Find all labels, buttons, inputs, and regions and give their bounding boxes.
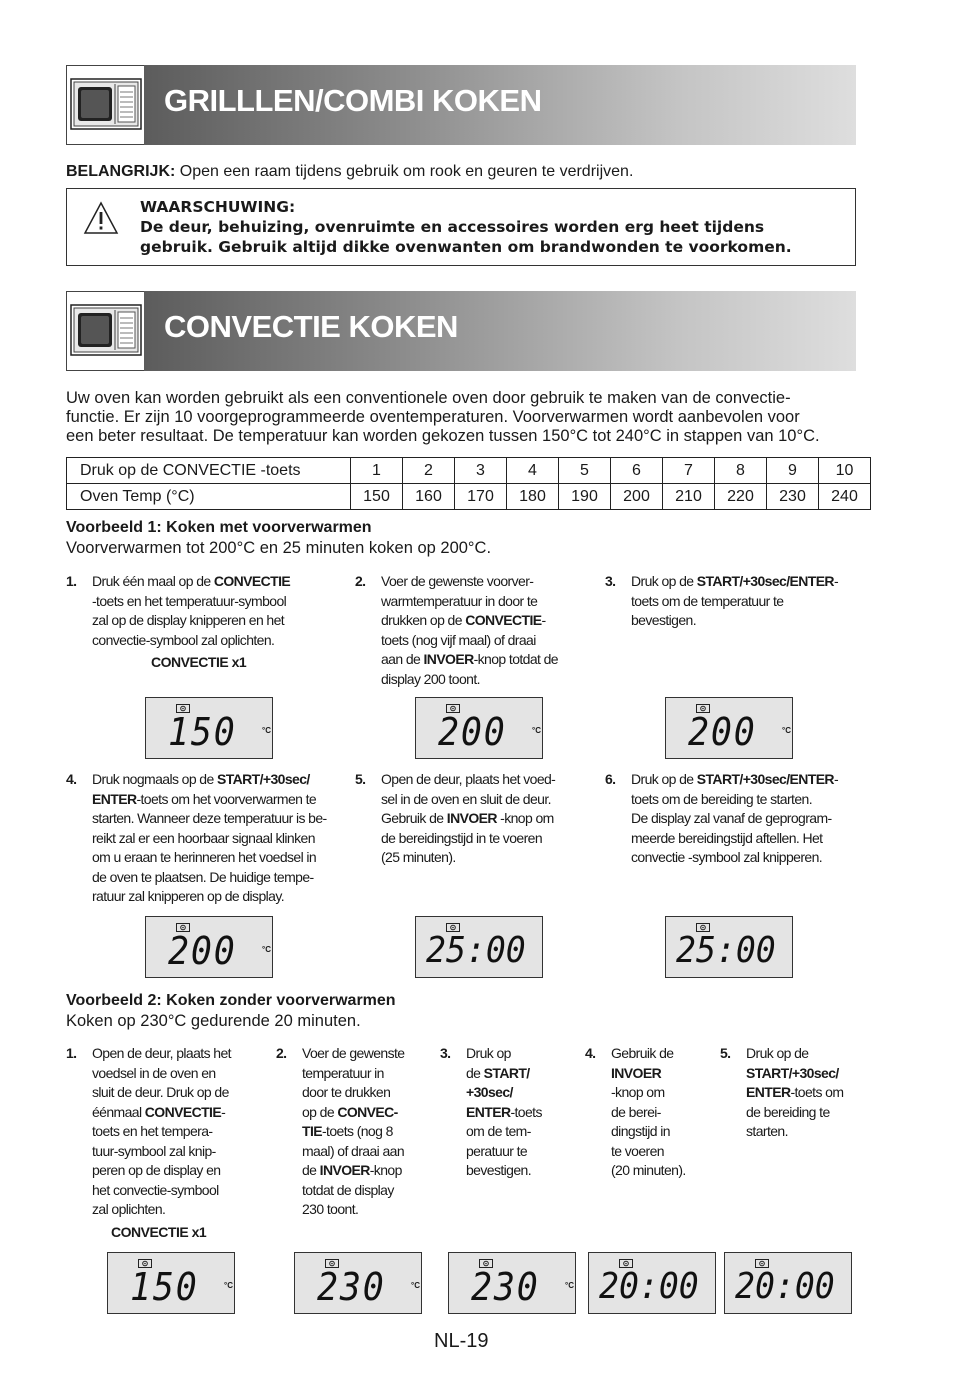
step-line: Gebruik de: [611, 1045, 674, 1061]
step-line: peratuur te: [466, 1142, 528, 1159]
step-line: Druk op de START/+30sec/ENTER-: [631, 573, 839, 589]
step-number: 2.: [355, 573, 366, 589]
convection-icon: [696, 923, 710, 932]
intro-line: Uw oven kan worden gebruikt als een conventionele oven door gebruik te maken van de convectie-: [66, 389, 791, 407]
table-cell: 6: [611, 458, 663, 484]
table-row-label: Oven Temp (°C): [67, 484, 351, 510]
step-line: toets om de bereiding te starten.: [631, 790, 812, 807]
step-text: [381, 770, 595, 868]
step-number: 3.: [440, 1045, 451, 1061]
convection-icon: [138, 1259, 152, 1268]
intro-paragraph: [66, 389, 856, 446]
table-cell: 10: [819, 458, 871, 484]
table-cell: 7: [663, 458, 715, 484]
step-line: convectie-symbool zal oplichten.: [92, 631, 275, 648]
step-line: éénmaal CONVECTIE-: [92, 1103, 226, 1120]
celsius-unit: °C: [262, 726, 271, 735]
step-line: bevestigen.: [631, 612, 697, 628]
step-line: Gebruik de INVOER -knop om: [381, 810, 554, 826]
step-line: +30sec/: [466, 1084, 513, 1100]
page-number: NL-19: [434, 1330, 489, 1352]
step-line: aan de INVOER-knop totdat de: [381, 651, 558, 667]
step-line: zal op de display knipperen en het: [92, 612, 285, 628]
warning-line: gebruik. Gebruik altijd dikke ovenwanten om brandwonden te voorkomen.: [140, 238, 792, 256]
lcd-readout: 230: [471, 1265, 540, 1309]
step-line: Open de deur, plaats het: [92, 1045, 231, 1061]
table-cell: 230: [767, 484, 819, 510]
step-number: 1.: [66, 1045, 77, 1061]
step-line: -toets en het temperatuur-symbool: [92, 592, 287, 609]
important-label: BELANGRIJK:: [66, 163, 176, 180]
table-cell: 8: [715, 458, 767, 484]
table-cell: 220: [715, 484, 767, 510]
step-line: -knop om: [611, 1084, 665, 1100]
table-cell: 190: [559, 484, 611, 510]
step-text: [92, 770, 352, 907]
step-number: 3.: [605, 573, 616, 589]
step-text: [631, 770, 865, 868]
table-cell: 2: [403, 458, 455, 484]
step-line: 230 toont.: [302, 1201, 359, 1217]
lcd-readout: 150: [130, 1265, 199, 1309]
step-line: maal) of draai aan: [302, 1142, 405, 1159]
step-line: ENTER-toets om het voorverwarmen te: [92, 790, 317, 807]
step-line: door te drukken: [302, 1084, 391, 1100]
step-line: starten.: [746, 1123, 788, 1139]
step-number: 1.: [66, 573, 77, 589]
step-line: de bereiding te: [746, 1103, 830, 1120]
step-line: Druk één maal op de CONVECTIE: [92, 573, 291, 589]
warning-icon: [83, 201, 119, 235]
table-cell: 5: [559, 458, 611, 484]
step-line: starten. Wanneer deze temperatuur is be-: [92, 810, 327, 826]
convection-icon: [446, 923, 460, 932]
convection-icon: [176, 704, 190, 713]
intro-line: functie. Er zijn 10 voorgeprogrammeerde oventemperaturen. Voorverwarmen wordt aanbevolen voor: [66, 408, 800, 426]
step-line: totdat de display: [302, 1181, 394, 1198]
lcd-readout: 230: [317, 1265, 386, 1309]
step-line: peren op de display en: [92, 1162, 221, 1178]
table-cell: 210: [663, 484, 715, 510]
intro-line: een beter resultaat. De temperatuur kan worden gekozen tussen 150°C tot 240°C in stappen van 10°C.: [66, 427, 820, 445]
step-line: ratuur zal knipperen op de display.: [92, 888, 284, 904]
lcd-readout: 20:00: [599, 1266, 699, 1307]
convection-icon: [176, 923, 190, 932]
example2-subtitle: Koken op 230°C gedurende 20 minuten.: [66, 1012, 361, 1030]
table-cell: 170: [455, 484, 507, 510]
lcd-display: [415, 697, 543, 759]
lcd-display: [588, 1252, 716, 1314]
section-header-convection: [66, 291, 856, 371]
step-text: [92, 572, 352, 650]
step-line: de START/: [466, 1064, 530, 1081]
step-line: sluit de deur. Druk op de: [92, 1084, 229, 1100]
step-line: START/+30sec/: [746, 1064, 839, 1081]
table-row-label: Druk op de CONVECTIE -toets: [67, 458, 351, 484]
convection-icon: [479, 1259, 493, 1268]
warning-box: [66, 188, 856, 266]
step-number: 2.: [276, 1045, 287, 1061]
step-line: het convectie-symbool: [92, 1181, 219, 1198]
step-line: om u eraan te herinneren het voedsel in: [92, 849, 317, 865]
lcd-display: [294, 1252, 422, 1314]
step-line: Druk nogmaals op de START/+30sec/: [92, 771, 310, 787]
step-line: sel in de oven en sluit de deur.: [381, 790, 551, 807]
step-line: ENTER-toets om: [746, 1084, 844, 1100]
step-line: Voer de gewenste: [302, 1045, 405, 1061]
lcd-readout: 200: [438, 710, 507, 754]
important-text: Open een raam tijdens gebruik om rook en geuren te verdrijven.: [179, 163, 634, 180]
lcd-readout: 200: [168, 929, 237, 973]
warning-title: WAARSCHUWING:: [140, 198, 296, 216]
lcd-readout: 200: [688, 710, 757, 754]
convection-icon: [619, 1259, 633, 1268]
step-line: op de CONVEC-: [302, 1103, 398, 1120]
step-line: (20 minuten).: [611, 1162, 686, 1178]
convection-icon: [446, 704, 460, 713]
step-number: 6.: [605, 771, 616, 787]
lcd-display: [145, 697, 273, 759]
table-cell: 4: [507, 458, 559, 484]
table-cell: 240: [819, 484, 871, 510]
convection-icon: [325, 1259, 339, 1268]
section-title: GRILLLEN/COMBI KOKEN: [164, 83, 542, 118]
convectie-x1-label: CONVECTIE x1: [111, 1224, 207, 1240]
step-line: de oven te plaatsen. De huidige tempe-: [92, 868, 314, 885]
step-line: dingstijd in: [611, 1123, 670, 1139]
table-cell: 1: [351, 458, 403, 484]
lcd-display: [665, 697, 793, 759]
celsius-unit: °C: [224, 1281, 233, 1290]
step-line: Open de deur, plaats het voed-: [381, 771, 556, 787]
step-line: voedsel in de oven en: [92, 1064, 216, 1081]
step-line: de bereidingstijd in te voeren: [381, 829, 543, 846]
microwave-icon: [66, 291, 146, 371]
step-text: [381, 572, 595, 689]
lcd-display: [107, 1252, 235, 1314]
lcd-display: [415, 916, 543, 978]
step-line: convectie -symbool zal knipperen.: [631, 849, 823, 865]
celsius-unit: °C: [782, 726, 791, 735]
step-line: Voer de gewenste voorver-: [381, 573, 534, 589]
step-line: zal oplichten.: [92, 1201, 166, 1217]
table-cell: 3: [455, 458, 507, 484]
step-line: meerde bereidingstijd aftellen. Het: [631, 829, 823, 846]
step-line: De display zal vanaf de geprogram-: [631, 810, 832, 826]
section-title: CONVECTIE KOKEN: [164, 309, 458, 344]
celsius-unit: °C: [262, 945, 271, 954]
lcd-display: [145, 916, 273, 978]
table-cell: 9: [767, 458, 819, 484]
step-line: tuur-symbool zal knip-: [92, 1142, 216, 1159]
celsius-unit: °C: [532, 726, 541, 735]
example1-subtitle: Voorverwarmen tot 200°C en 25 minuten koken op 200°C.: [66, 539, 492, 557]
convection-icon: [755, 1259, 769, 1268]
important-note: [66, 162, 633, 181]
table-cell: 180: [507, 484, 559, 510]
step-line: de INVOER-knop: [302, 1162, 402, 1178]
step-line: (25 minuten).: [381, 849, 456, 865]
step-text: [746, 1044, 860, 1142]
step-text: [611, 1044, 715, 1181]
step-number: 4.: [66, 771, 77, 787]
step-text: [631, 572, 865, 631]
step-line: warmtemperatuur in door te: [381, 592, 538, 609]
step-line: te voeren: [611, 1142, 664, 1159]
section-header-grill: [66, 65, 856, 145]
lcd-display: [448, 1252, 576, 1314]
step-number: 5.: [355, 771, 366, 787]
step-line: display 200 toont.: [381, 670, 480, 687]
microwave-icon: [66, 65, 146, 145]
table-cell: 160: [403, 484, 455, 510]
lcd-display: [724, 1252, 852, 1314]
step-line: ENTER-toets: [466, 1103, 542, 1120]
lcd-display: [665, 916, 793, 978]
lcd-readout: 20:00: [735, 1266, 835, 1307]
step-line: INVOER: [611, 1064, 662, 1081]
step-text: [92, 1044, 266, 1220]
step-text: [466, 1044, 580, 1181]
step-text: [302, 1044, 432, 1220]
step-line: de berei-: [611, 1103, 661, 1120]
convectie-x1-label: CONVECTIE x1: [151, 654, 247, 670]
step-line: om de tem-: [466, 1123, 531, 1139]
celsius-unit: °C: [411, 1281, 420, 1290]
step-line: Druk op: [466, 1045, 511, 1061]
lcd-readout: 25:00: [676, 930, 776, 971]
step-line: TIE-toets (nog 8: [302, 1123, 393, 1139]
lcd-readout: 150: [168, 710, 237, 754]
step-line: temperatuur in: [302, 1064, 384, 1081]
warning-line: De deur, behuizing, ovenruimte en accessoires worden erg heet tijdens: [140, 218, 765, 236]
step-line: drukken op de CONVECTIE-: [381, 612, 546, 628]
step-line: Druk op de START/+30sec/ENTER-: [631, 771, 839, 787]
convection-icon: [696, 704, 710, 713]
example2-title: Voorbeeld 2: Koken zonder voorverwarmen: [66, 992, 396, 1009]
step-line: Druk op de: [746, 1045, 809, 1061]
table-row: [67, 484, 871, 510]
step-line: toets om de temperatuur te: [631, 592, 784, 609]
table-row: [67, 458, 871, 484]
step-line: toets en het tempera-: [92, 1123, 213, 1139]
temperature-table: [66, 457, 871, 510]
table-cell: 200: [611, 484, 663, 510]
step-number: 4.: [585, 1045, 596, 1061]
step-line: reikt zal er een hoorbaar signaal klinken: [92, 829, 315, 846]
step-line: bevestigen.: [466, 1162, 532, 1178]
step-line: toets (nog vijf maal) of draai: [381, 631, 536, 648]
step-number: 5.: [720, 1045, 731, 1061]
example1-title: Voorbeeld 1: Koken met voorverwarmen: [66, 519, 372, 536]
lcd-readout: 25:00: [426, 930, 526, 971]
celsius-unit: °C: [565, 1281, 574, 1290]
table-cell: 150: [351, 484, 403, 510]
